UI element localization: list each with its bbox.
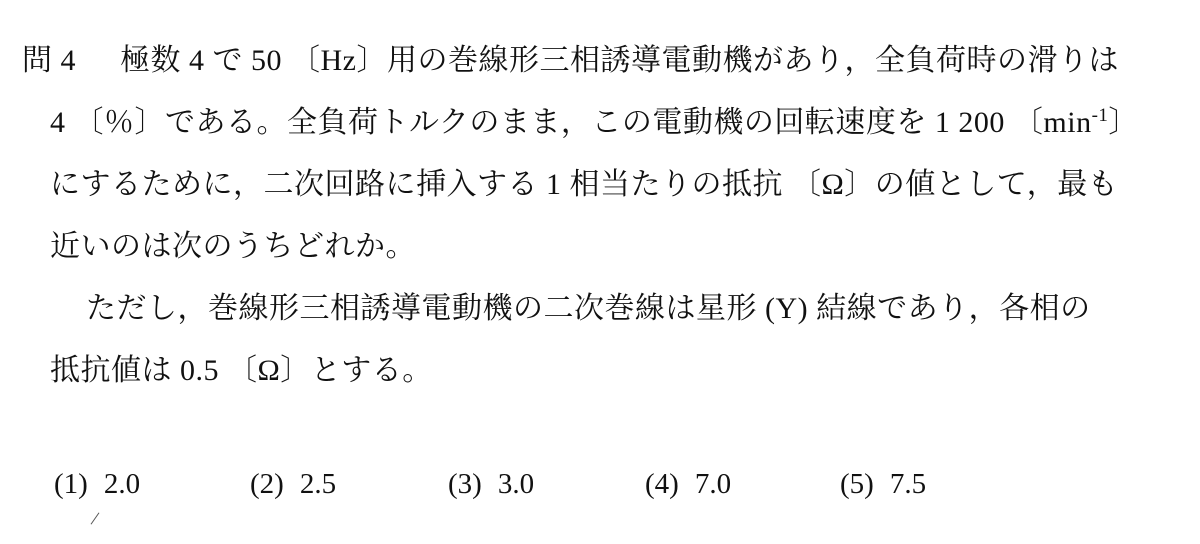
choice-5[interactable] — [840, 468, 926, 501]
question-line-4-text: 近いのは次のうちどれか。 — [50, 230, 416, 263]
choice-4-number: (4) — [645, 468, 679, 500]
question-line-2-prefix: 4 〔％〕である。全負荷トルクのまま，この電動機の回転速度を 1 200 〔min — [50, 106, 1092, 139]
question-label: 問 4 — [22, 44, 76, 77]
question-line-6-text: 抵抗値は 0.5 〔Ω〕とする。 — [50, 354, 433, 387]
question-line-3-text: にするために，二次回路に挿入する 1 相当たりの抵抗 〔Ω〕の値として，最も — [50, 168, 1119, 201]
choice-2-number: (2) — [250, 468, 284, 500]
question-line-2 — [0, 92, 1200, 154]
choice-4-value: 7.0 — [694, 468, 732, 500]
question-line-1 — [0, 30, 1200, 92]
choice-1-value: 2.0 — [103, 468, 141, 500]
choice-5-value: 7.5 — [889, 468, 927, 500]
stray-pencil-mark — [91, 512, 100, 524]
choice-3-number: (3) — [448, 468, 482, 500]
question-line-1-text: 極数 4 で 50 〔Hz〕用の巻線形三相誘導電動機があり，全負荷時の滑りは — [120, 44, 1119, 77]
question-line-5-text: ただし，巻線形三相誘導電動機の二次巻線は星形 (Y) 結線であり，各相の — [86, 292, 1091, 325]
question-line-4 — [0, 216, 1200, 278]
question-line-6 — [0, 340, 1200, 402]
choice-4[interactable] — [645, 468, 731, 501]
question-line-2-suffix: 〕 — [1108, 106, 1139, 139]
answer-choices — [0, 468, 1200, 514]
exponent-minus-one: -1 — [1091, 105, 1109, 126]
question-body — [0, 30, 1200, 402]
choice-1[interactable] — [54, 468, 140, 501]
question-line-3 — [0, 154, 1200, 216]
choice-3[interactable] — [448, 468, 534, 501]
choice-2[interactable] — [250, 468, 336, 501]
choice-5-number: (5) — [840, 468, 874, 500]
choice-3-value: 3.0 — [497, 468, 535, 500]
choice-1-number: (1) — [54, 468, 88, 500]
question-line-5 — [0, 278, 1200, 340]
choice-2-value: 2.5 — [299, 468, 337, 500]
